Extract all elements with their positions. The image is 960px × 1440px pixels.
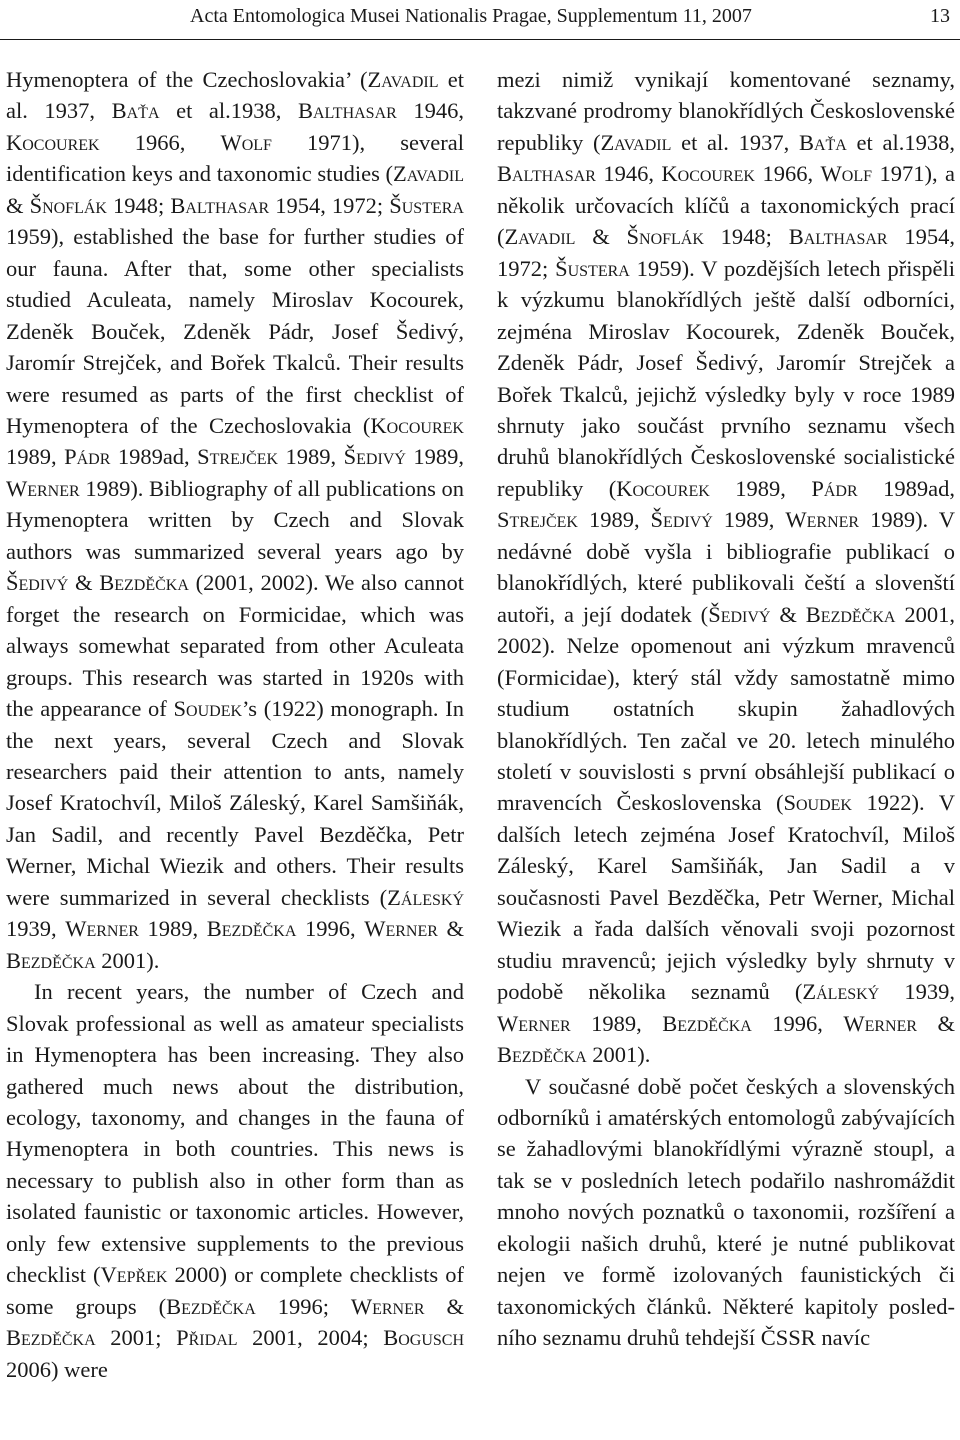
- author-name: Bogusch: [383, 1325, 464, 1351]
- english-column: [6, 64, 464, 1385]
- czech-paragraph-2: V současné době počet českých a slovenských odborníků i amatérských entomologů zabývajících se žahadlovými blanokřídlými výrazně stoupl, a tak se v posledních letech podařilo nashromáždit mnoho nových poznatků o taxonomii, rozšíření a ekologii našich druhů, které je nutné publikovat nejen ve formě izolovaných faunistických či taxonomických článků. Některé kapitoly posledního seznamu druhů tehdejší ČSSR navíc: [497, 1073, 955, 1351]
- author-name: Werner: [6, 475, 80, 501]
- author-name: Bezděčka: [662, 1010, 752, 1036]
- author-name: Werner: [350, 1293, 425, 1319]
- author-name: Kocourek: [6, 129, 100, 155]
- author-name: Strejček: [497, 507, 578, 533]
- author-name: Zavadil: [367, 67, 439, 92]
- author-name: Werner: [843, 1010, 918, 1036]
- author-name: Šedivý: [650, 507, 713, 533]
- author-name: Werner: [65, 916, 139, 942]
- author-name: Kocourek: [370, 412, 464, 438]
- author-name: Šedivý: [708, 601, 771, 627]
- author-name: Bezděčka: [497, 1042, 587, 1068]
- author-name: Bezděčka: [6, 947, 96, 973]
- author-name: Strejček: [197, 444, 279, 470]
- author-name: Balthasar: [297, 98, 397, 124]
- author-name: Wolf: [220, 129, 272, 155]
- english-paragraph-2: In recent years, the number of Czech and Slovak professional as well as amateur specialists in Hymenoptera has been increasing. They also gathered much news about the distribution, ecology, taxonomy, and changes in the fauna of Hymenoptera in both countries. This news is necessary to publish also in other form than as isolated faunistic or taxonomic articles. However, only few extensive supplements to the previous checklist (Vepřek 2000) or complete checklists of some groups (Bezděčka 1996; Werner & Bezděčka 2001; Přidal 2001, 2004; Bogusch 2006) were: [6, 979, 465, 1382]
- author-name: Šedivý: [6, 570, 69, 596]
- author-name: Balthasar: [497, 161, 596, 187]
- author-name: Balthasar: [170, 192, 270, 218]
- header-rule: [0, 39, 960, 40]
- czech-column: [497, 64, 955, 1354]
- author-name: Werner: [364, 916, 438, 942]
- author-name: Šustera: [389, 192, 464, 218]
- author-name: Kocourek: [661, 161, 755, 187]
- author-name: Soudek: [783, 790, 852, 816]
- author-name: Záleský: [802, 979, 880, 1005]
- author-name: Balthasar: [788, 224, 888, 250]
- author-name: Bezděčka: [99, 570, 189, 596]
- author-name: Přidal: [176, 1325, 238, 1351]
- author-name: Pádr: [811, 475, 858, 501]
- page-number: 13: [930, 5, 950, 27]
- author-name: Bezděčka: [6, 1325, 96, 1351]
- author-name: Pádr: [64, 444, 111, 470]
- author-name: Bezděčka: [166, 1293, 256, 1319]
- author-name: Šnoflák: [626, 224, 704, 250]
- author-name: Šustera: [555, 255, 630, 281]
- author-name: Wolf: [820, 161, 872, 187]
- author-name: Zavadil: [504, 224, 576, 250]
- english-paragraph-1: Hymenoptera of the Czechoslovakia’ (Zavadil et al. 1937, Baťa et al.1938, Balthasar 1946, Kocourek 1966, Wolf 1971), several identification keys and taxonomic studies (Zavadil & Šnoflák 1948; Balthasar 1954, 1972; Šustera 1959), established the base for further studies of our fauna. After that, some other specialists studied Aculeata, namely Miroslav Kocourek, Zdeněk Bouček, Zdeněk Pádr, Josef Šedivý, Jaromír Strejček, and Bořek Tkalců. Their results were resumed as parts of the first checklist of Hymenoptera of the Czechoslovakia (Kocourek 1989, Pádr 1989ad, Strejček 1989, Šedivý 1989, Werner 1989). Bibliography of all publications on Hymenoptera written by Czech and Slovak authors was summarized several years ago by Šedivý & Bezděčka (2001, 2002). We also cannot forget the research on Formicidae, which was always somewhat separated from other Aculeata groups. This research was started in 1920s with the appearance of Soudek’s (1922) monograph. In the next years, several Czech and Slovak researchers paid their attention to ants, namely Josef Kratochvíl, Miloš Záleský, Karel Samšiňák, Jan Sadil, and recently Pavel Bezděčka, Petr Werner, Michal Wiezik and others. Their results were summarized in several checklists (Záleský 1939, Werner 1989, Bezděčka 1996, Werner & Bezděčka 2001).: [6, 67, 465, 973]
- author-name: Zavadil: [393, 161, 464, 187]
- running-header: [0, 0, 960, 42]
- czech-paragraph-1: mezi nimiž vynikají komentované seznamy, takzvané prodromy blanokřídlých Československé republiky (Zavadil et al. 1937, Baťa et al.1938, Balthasar 1946, Kocourek 1966, Wolf 1971), a několik určovacích klíčů a taxonomických prací (Zavadil & Šnoflák 1948; Balthasar 1954, 1972; Šustera 1959). V pozdějších letech přispěli k výzkumu blanokřídlých ještě další odborníci, zejména Miroslav Kocourek, Zdeněk Bouček, Zdeněk Pádr, Josef Šedivý, Jaromír Strejček a Bořek Tkalců, jejichž výsledky byly v roce 1989 shrnuty jako součást prvního seznamu všech druhů blanokřídlých Československé socialistické republiky (Kocourek 1989, Pádr 1989ad, Strejček 1989, Šedivý 1989, Werner 1989). V nedávné době vyšla i bibliografie publikací o blanokřídlých, které publikovali čeští a slovenští autoři, a její dodatek (Šedivý & Bezděčka 2001, 2002). Nelze opomenout ani výzkum mravenců (Formicidae), který stál vždy samostatně mimo studium ostatních skupin žahadlových blanokřídlých. Ten začal ve 20. letech minulého století v souvislosti s první obsáhlejší publikací o mravencích Československa (Soudek 1922). V dalších letech zejména Josef Kratochvíl, Miloš Záleský, Karel Samšiňák, Jan Sadil a v současnosti Pavel Bezděčka, Petr Werner, Michal Wiezik a řada dalších věnovali svoji pozornost studiu mravenců; jejich výsledky byly shrnuty v podobě několika seznamů (Záleský 1939, Werner 1989, Bezděčka 1996, Werner & Bezděčka 2001).: [497, 67, 956, 1068]
- author-name: Kocourek: [616, 475, 710, 501]
- author-name: Šedivý: [343, 444, 406, 470]
- author-name: Werner: [497, 1010, 571, 1036]
- author-name: Šnoflák: [29, 192, 107, 218]
- author-name: Bezděčka: [805, 601, 896, 627]
- author-name: Baťa: [111, 98, 160, 124]
- author-name: Baťa: [798, 129, 847, 155]
- author-name: Werner: [785, 507, 860, 533]
- author-name: Bezděčka: [206, 916, 297, 942]
- author-name: Zavadil: [600, 129, 672, 155]
- author-name: Soudek: [173, 696, 243, 722]
- journal-citation: Acta Entomologica Musei Nationalis Pragae, Supplementum 11, 2007: [190, 5, 752, 27]
- author-name: Vepřek: [100, 1262, 168, 1288]
- author-name: Záleský: [387, 884, 464, 910]
